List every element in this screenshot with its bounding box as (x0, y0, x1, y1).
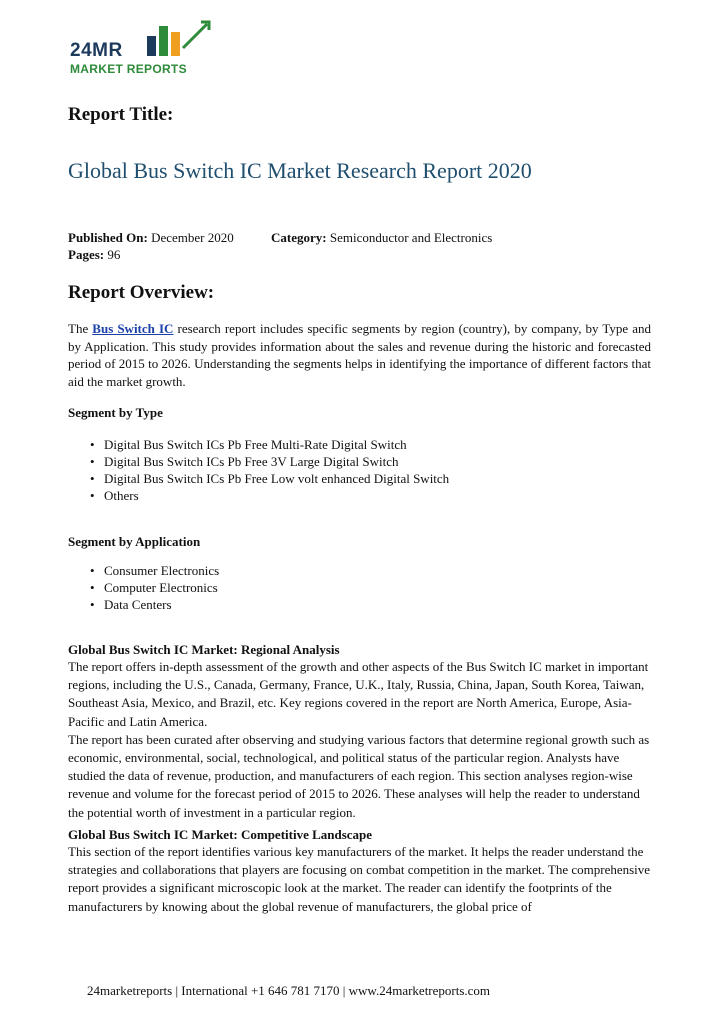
pages-label: Pages: (68, 247, 105, 262)
published-label: Published On: (68, 230, 148, 245)
logo-text-24mr: 24MR (70, 40, 123, 61)
list-item: • Digital Bus Switch ICs Pb Free Multi-Rate Digital Switch (90, 436, 449, 453)
category-label: Category: (271, 230, 327, 245)
category-value: Semiconductor and Electronics (329, 230, 493, 245)
report-title-label: Report Title: (68, 104, 174, 125)
overview-intro-rest: research report includes specific segments by region (country), by company, by Type and by Application. This study provides information about the sales and revenue during the historic and forecasted period of 2015 to 2026. Understanding the segments helps in identifying the importance of different factors that aid the market growth. (68, 321, 652, 389)
segment-type-list (90, 436, 449, 504)
list-item: • Computer Electronics (90, 579, 219, 596)
segment-type-heading: Segment by Type (68, 405, 163, 420)
pages (68, 247, 120, 263)
list-item: • Digital Bus Switch ICs Pb Free Low volt enhanced Digital Switch (90, 470, 449, 487)
pages-value: 96 (107, 247, 121, 262)
competitive-landscape-text: This section of the report identifies various key manufacturers of the market. It helps the reader understand the strategies and collaborations that players are focusing on combat competition in the market. The comprehensive report provides a significant microscopic look at the market. The reader can identify the footprints of the manufacturers by knowing about the global revenue of manufacturers, the global price of (68, 844, 651, 914)
segment-application-list (90, 562, 219, 613)
bus-switch-ic-link[interactable]: Bus Switch IC (92, 321, 174, 336)
category (271, 230, 492, 246)
list-item: • Digital Bus Switch ICs Pb Free 3V Large Digital Switch (90, 453, 449, 470)
regional-analysis-text (68, 658, 651, 822)
logo-bars-icon (145, 18, 215, 58)
segment-application-heading: Segment by Application (68, 534, 201, 549)
page-title: Global Bus Switch IC Market Research Report 2020 (68, 158, 532, 183)
published-on (68, 230, 234, 246)
competitive-landscape-heading: Global Bus Switch IC Market: Competitive Landscape (68, 827, 373, 842)
overview-intro-prefix: The (68, 321, 89, 336)
list-item: • Data Centers (90, 596, 219, 613)
page-footer: 24marketreports | International +1 646 781 7170 | www.24marketreports.com (87, 983, 491, 998)
regional-paragraph-2: The report has been curated after observing and studying various factors that determine regional growth such as economic, environmental, social, technological, and political status of the particular region. Analysts have studied the data of revenue, production, and manufacturers of each region. This section analyses region-wise revenue and volume for the forecast period of 2015 to 2026. These analyses will help the reader to understand the potential worth of investment in a particular region. (68, 731, 650, 820)
published-value: December 2020 (151, 230, 234, 245)
list-item: • Others (90, 487, 449, 504)
list-item: • Consumer Electronics (90, 562, 219, 579)
overview-heading: Report Overview: (68, 282, 215, 303)
overview-paragraph (68, 320, 651, 390)
company-logo (70, 18, 220, 78)
regional-analysis-heading: Global Bus Switch IC Market: Regional Analysis (68, 642, 340, 657)
logo-text-market-reports: MARKET REPORTS (70, 62, 187, 76)
regional-paragraph-1: The report offers in-depth assessment of the growth and other aspects of the Bus Switch IC market in important regions, including the U.S., Canada, Germany, France, U.K., Italy, Russia, China, Japan, South Korea, Taiwan, Southeast Asia, Mexico, and Brazil, etc. Key regions covered in the report are North America, Europe, Asia-Pacific and Latin America. (68, 659, 649, 729)
